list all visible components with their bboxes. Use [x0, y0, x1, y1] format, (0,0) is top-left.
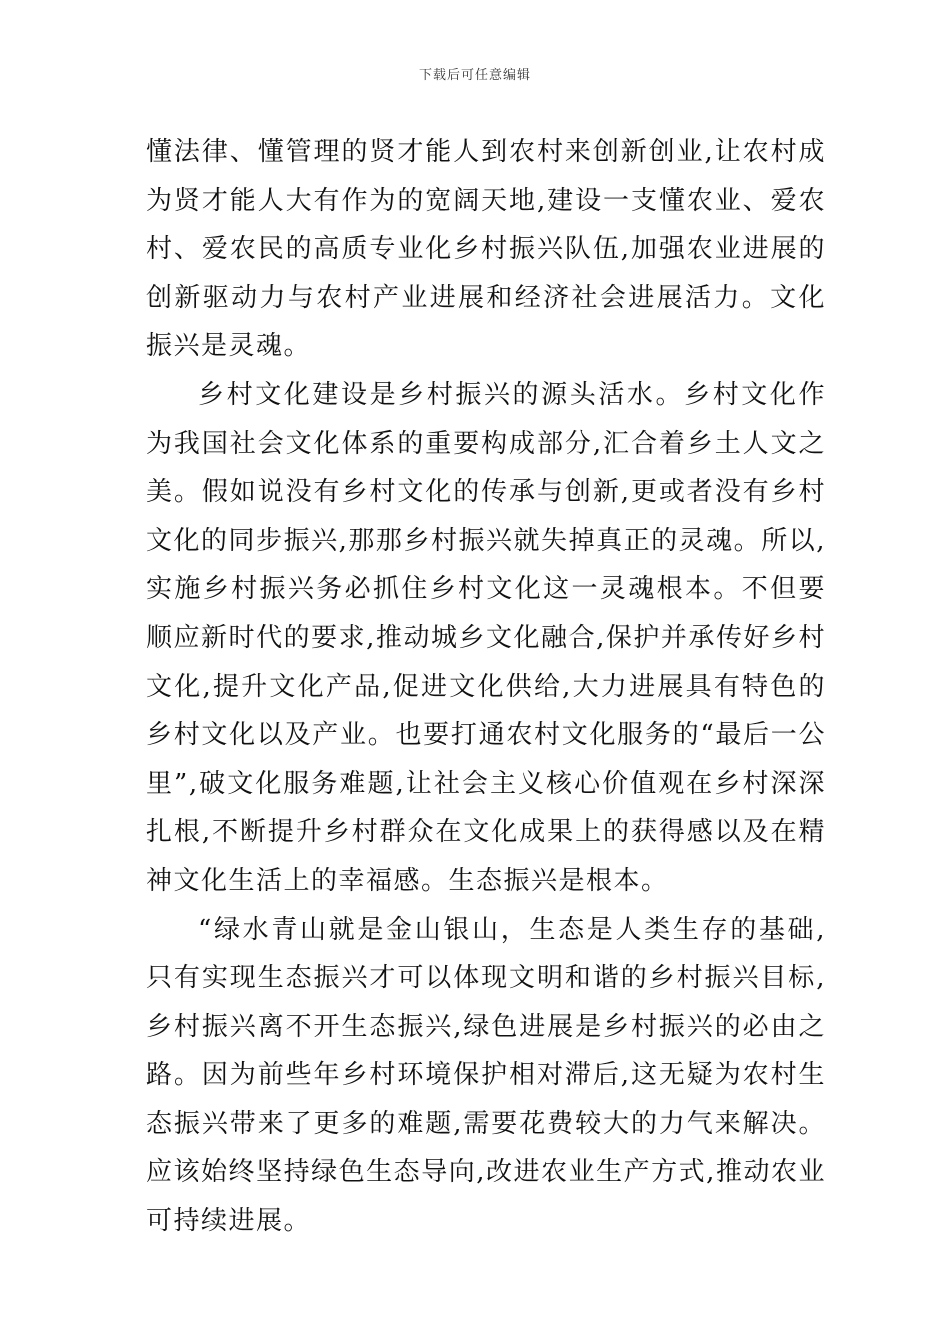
paragraph-2: 乡村文化建设是乡村振兴的源头活水。乡村文化作为我国社会文化体系的重要构成部分,汇合着乡土人文之美。假如说没有乡村文化的传承与创新,更或者没有乡村文化的同步振兴,那那乡村振兴就失掉真正的灵魂。所以,实施乡村振兴务必抓住乡村文化这一灵魂根本。不但要顺应新时代的要求,推动城乡文化融合,保护并承传好乡村文化,提升文化产品,促进文化供给,大力进展具有特色的乡村文化以及产业。也要打通农村文化服务的“最后一公里”,破文化服务难题,让社会主义核心价值观在乡村深深扎根,不断提升乡村群众在文化成果上的获得感以及在精神文化生活上的幸福感。生态振兴是根本。 — [146, 379, 826, 896]
paragraph-1: 懂法律、懂管理的贤才能人到农村来创新创业,让农村成为贤才能人大有作为的宽阔天地,建设一支懂农业、爱农村、爱农民的高质专业化乡村振兴队伍,加强农业进展的创新驱动力与农村产业进展和经济社会进展活力。文化振兴是灵魂。 — [146, 137, 826, 362]
page-header: 下载后可任意编辑 — [418, 68, 531, 83]
document-body — [146, 128, 826, 1246]
paragraph-3: “绿水青山就是金山银山，生态是人类生存的基础,只有实现生态振兴才可以体现文明和谐的乡村振兴目标,乡村振兴离不开生态振兴,绿色进展是乡村振兴的必由之路。因为前些年乡村环境保护相对滞后,这无疑为农村生态振兴带来了更多的难题,需要花费较大的力气来解决。应该始终坚持绿色生态导向,改进农业生产方式,推动农业可持续进展。 — [146, 914, 826, 1237]
